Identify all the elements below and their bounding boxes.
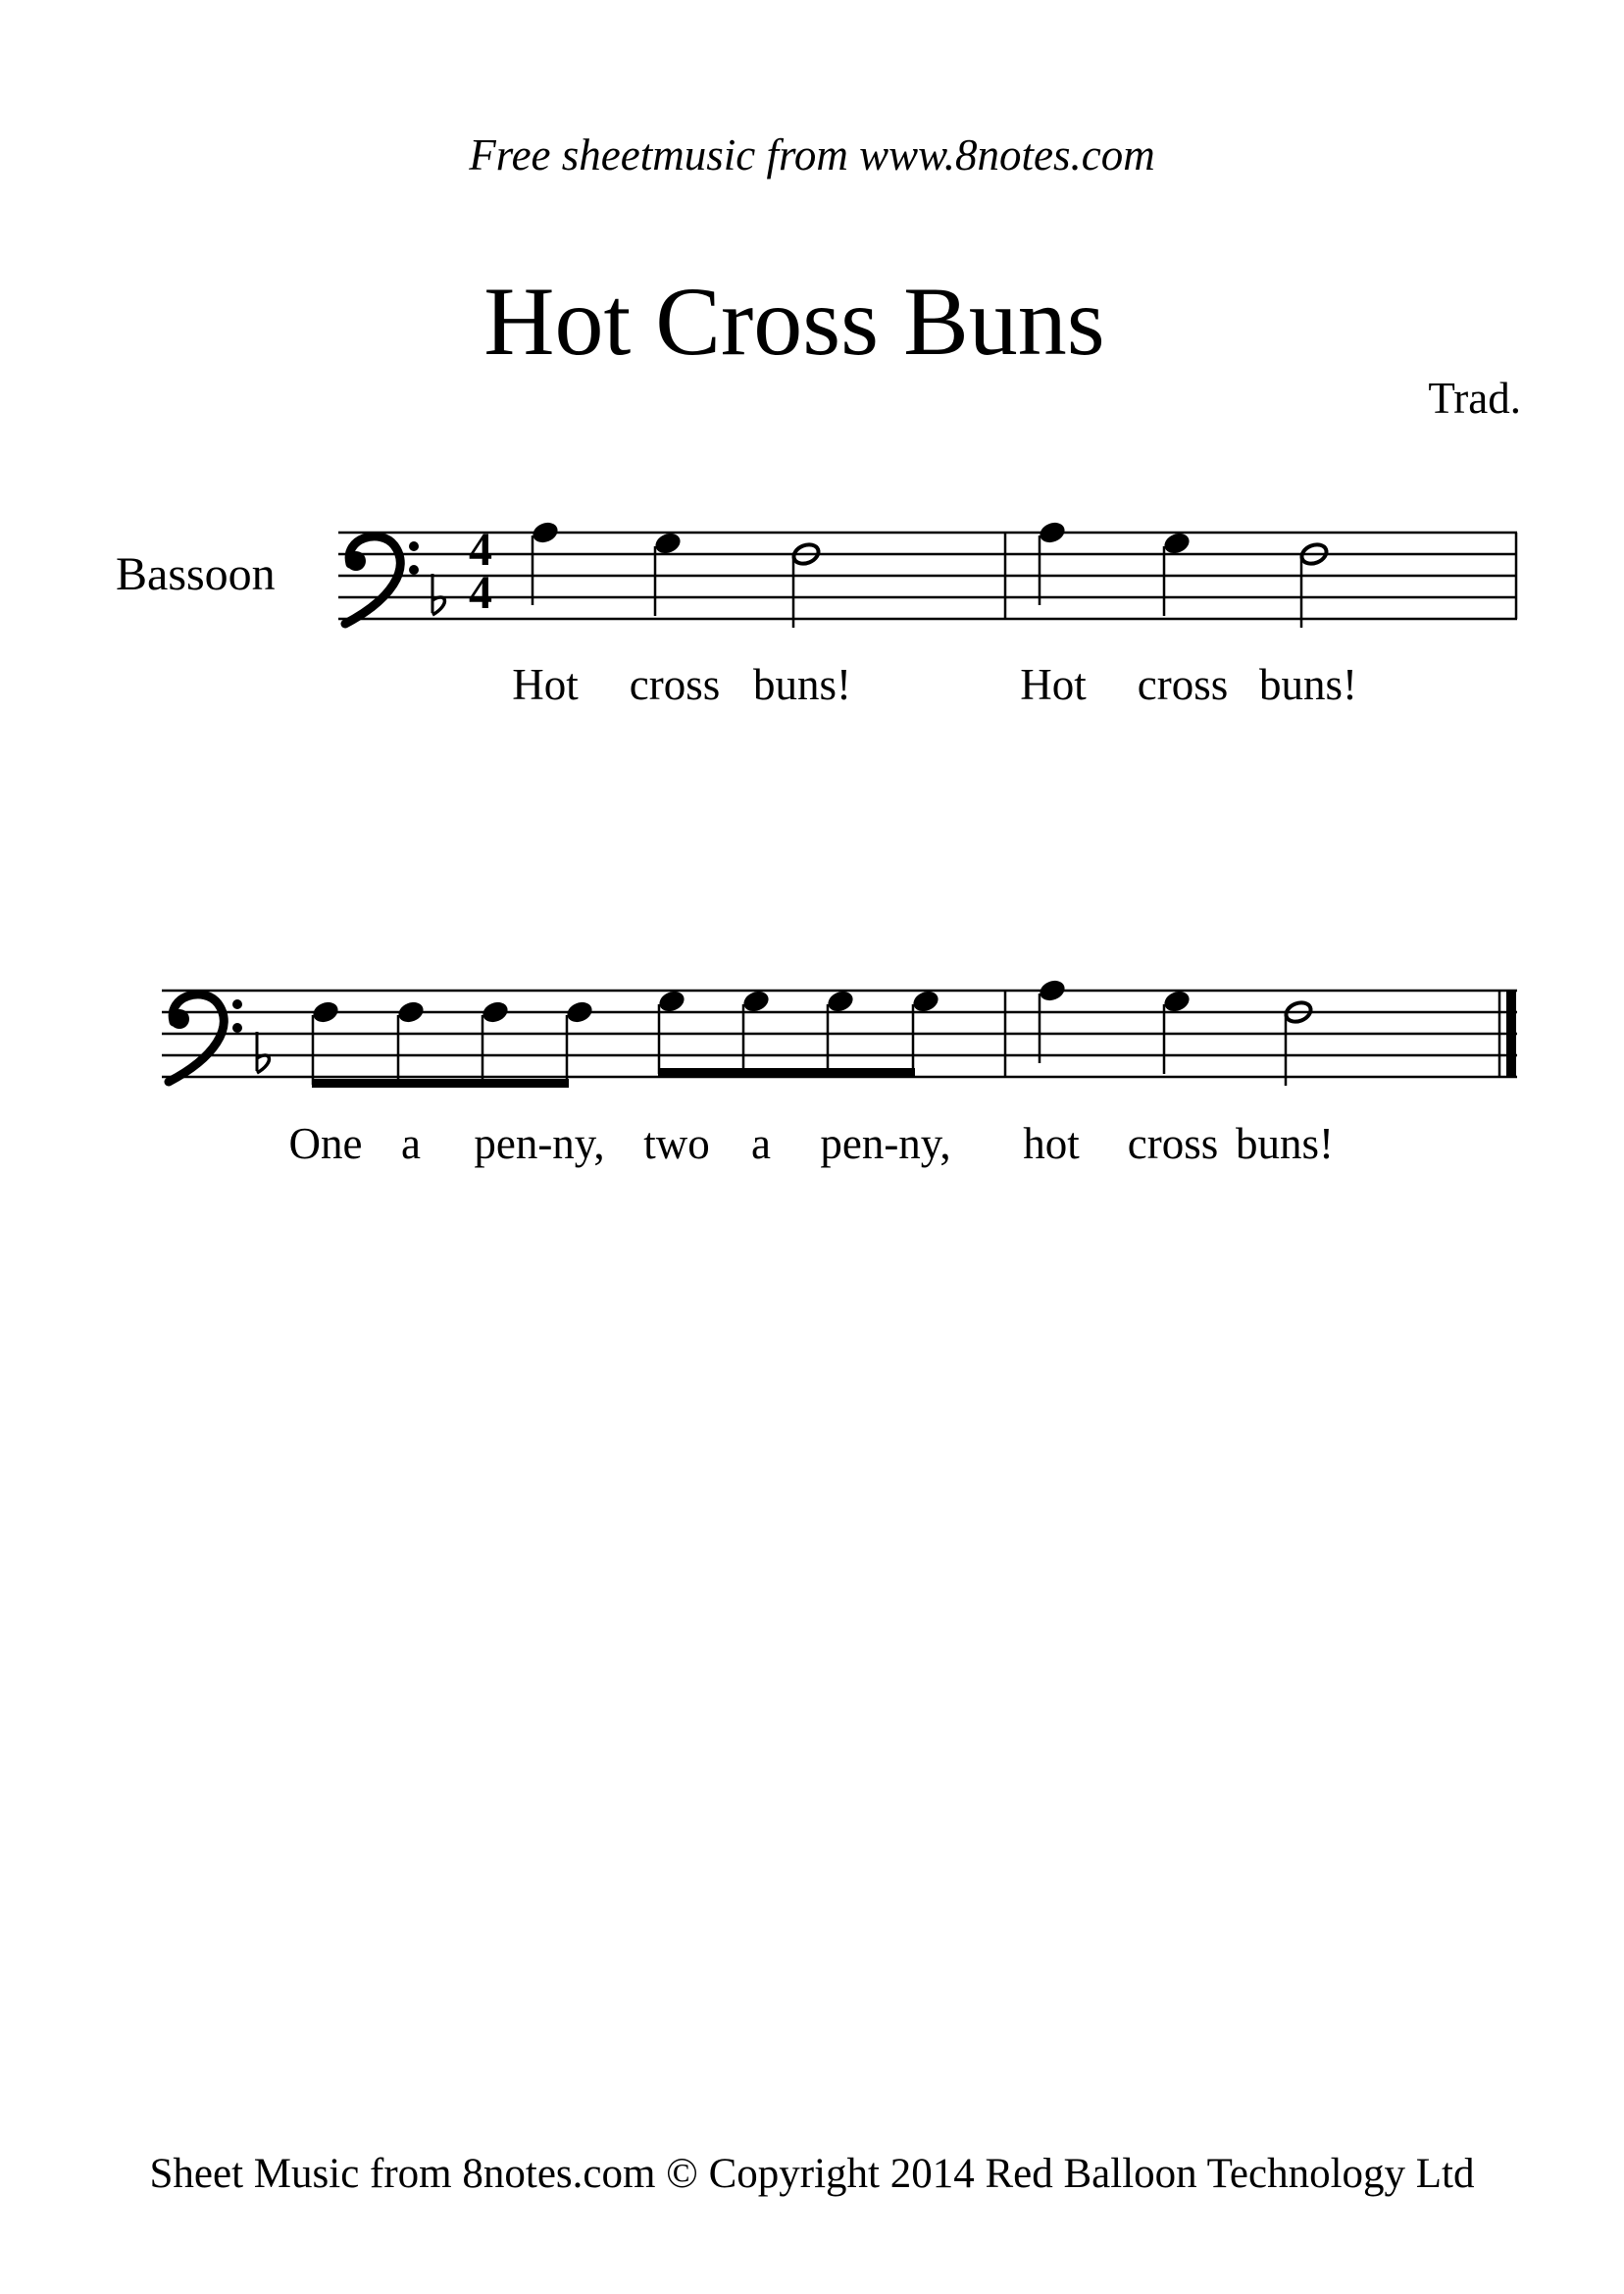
lyric: cross [1127,1119,1219,1168]
final-barline [1506,991,1516,1077]
lyric: two [643,1119,710,1168]
staff-system-1 [338,519,1517,709]
lyric: pen-ny, [820,1119,951,1168]
lyric: buns! [1259,660,1357,709]
lyric: a [751,1119,771,1168]
lyric: cross [1137,660,1229,709]
copyright-footer: Sheet Music from 8notes.com © Copyright 2014 Red Balloon Technology Ltd [149,2151,1475,2197]
flat-icon [257,1032,269,1073]
note [652,530,683,616]
time-signature-bottom: 4 [469,567,492,619]
beamed-note-group [656,988,940,1077]
lyric: pen-ny, [474,1119,605,1168]
lyric: Hot [1020,660,1087,709]
lyric: cross [629,660,721,709]
instrument-label: Bassoon [116,548,276,600]
time-signature-top: 4 [469,524,492,576]
lyric: One [288,1119,363,1168]
composer: Trad. [1428,374,1521,423]
note [1161,530,1192,616]
bass-clef-icon [169,994,242,1082]
note [1037,519,1067,605]
note [1161,988,1192,1074]
header-note: Free sheetmusic from www.8notes.com [469,130,1155,179]
lyric: buns! [753,660,851,709]
flat-icon [432,574,444,615]
lyric: a [401,1119,421,1168]
page-title: Hot Cross Buns [483,267,1105,376]
lyric: buns! [1236,1119,1334,1168]
note [1037,977,1067,1063]
note [530,519,560,605]
lyric: Hot [512,660,579,709]
staff-system-2 [162,977,1517,1168]
lyric: hot [1023,1119,1080,1168]
bass-clef-icon [345,536,419,624]
